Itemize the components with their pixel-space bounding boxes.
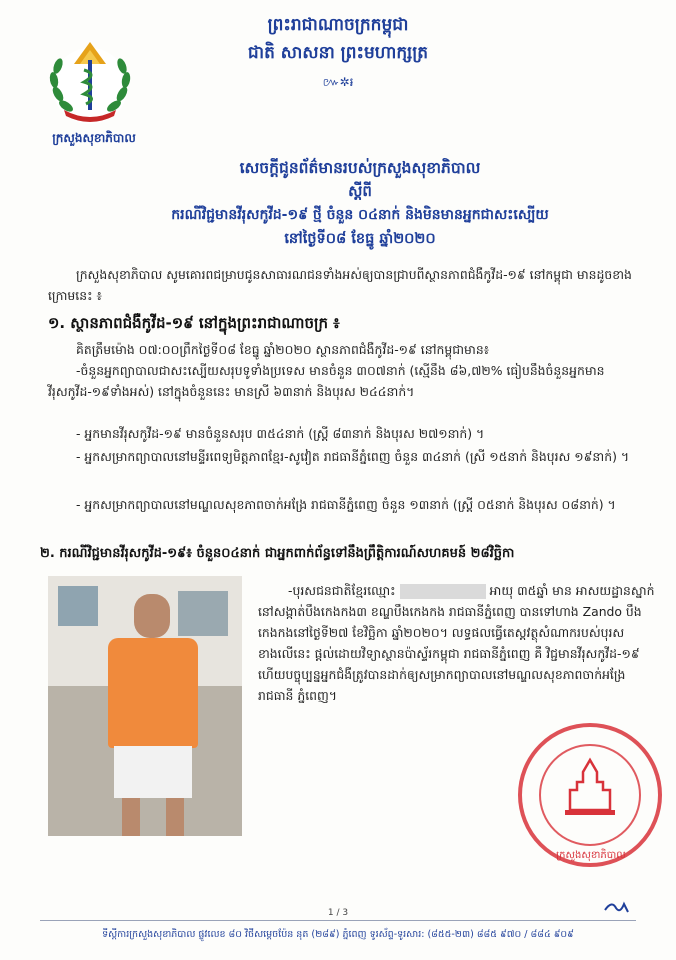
footer-divider — [40, 920, 636, 921]
ministry-name: ក្រសួងសុខាភិបាល — [52, 131, 136, 145]
case-text-c: អាសយដ្ឋានស្នាក់នៅសង្កាត់បឹងកេងកង៣ ខណ្ឌបឹងកេងកង រាជធានីភ្នំពេញ បានទៅហាង Zando បឹងកេងកងនៅថ្ងៃទី២៧ ខែវិច្ឆិកា ឆ្នាំ២០២០។ លទ្ធផលធ្វើតេស្តវត្ថុសំណាករបស់បុរសខាងលើនេះ ផ្តល់ដោយវិទ្យាស្ថានប៉ាស្ទ័រកម្ពុជា រាជធានីភ្នំពេញ គឺ វិជ្ជមានវីរុសកូវីដ-១៩ ហើយបច្ចុប្បន្នអ្នកជំងឺត្រូវបានដាក់ឲ្យសម្រាកព្យាបាលនៅមណ្ឌលសុខភាពចាក់អង្រែ រាជធានី ភ្នំពេញ។ — [258, 583, 655, 703]
footer-address: ទីស្តីការក្រសួងសុខាភិបាល ផ្លូវលេខ ៨០ វិថីសម្តេចប៉ែន នុត (២៨៩) ភ្នំពេញ ទូរស័ព្ទ-ទូរសារ: (៨៥៥-២៣) ៨៨៥ ៩៧០ / ៨៨៤ ៩០៩ — [102, 929, 574, 940]
document-subject: ករណីវិជ្ជមានវីរុសកូវីដ-១៩ ថ្មី ចំនួន ០៤នាក់ និងមិនមានអ្នកជាសះស្បើយ — [171, 207, 549, 223]
case-text-b: អាយុ ៣៥ឆ្នាំ មាន — [489, 583, 572, 598]
section-1-heading: ១. ស្ថានភាពជំងឺកូវីដ-១៩ នៅក្នុងព្រះរាជាណាចក្រ ៖ — [48, 314, 340, 332]
header-ornament: ៚✲៛ — [322, 75, 354, 89]
stamp-text: ក្រសួងសុខាភិបាល — [556, 850, 626, 861]
orange-shirt — [108, 638, 198, 748]
page-number: 1 / 3 — [327, 908, 349, 918]
intro-paragraph: ក្រសួងសុខាភិបាល សូមគោរពជម្រាបជូនសាធារណជនទាំងអស់ឲ្យបានជ្រាបពីស្ថានភាពជំងឺកូវីដ-១៩ នៅកម្ពុជា មានដូចខាងក្រោមនេះ ៖ — [48, 267, 632, 303]
redacted-name — [400, 584, 486, 599]
document-title-about: ស្តីពី — [348, 182, 372, 200]
total-cases: - អ្នកមានវីរុសកូវីដ-១៩ មានចំនួនសរុប ៣៥៤នាក់ (ស្ត្រី ៨៣នាក់ និងបុរស ២៧១នាក់) ។ — [76, 426, 485, 441]
section-1-status: គិតត្រឹមម៉ោង ០៧:០០ព្រឹកថ្ងៃទី០៨ ខែធ្នូ ឆ្នាំ២០២០ ស្ថានភាពជំងឺកូវីដ-១៩ នៅកម្ពុជាមាន៖ — [76, 342, 490, 357]
section-2-heading: ២. ករណីវិជ្ជមានវីរុសកូវីដ-១៩៖ ចំនួន០៤នាក់ ជាអ្នកពាក់ព័ន្ធទៅនឹងព្រឹត្តិការណ៍សហគមន៍ ២៨វិច្ឆិកា — [40, 546, 515, 561]
white-shorts — [114, 746, 192, 798]
document-title: សេចក្តីជូនព័ត៌មានរបស់ក្រសួងសុខាភិបាល — [239, 159, 481, 177]
national-motto: ជាតិ សាសនា ព្រះមហាក្សត្រ — [247, 43, 429, 63]
blurred-face — [134, 594, 170, 638]
document-date: នៅថ្ងៃទី០៨ ខែធ្នូ ឆ្នាំ២០២០ — [284, 231, 436, 247]
recovered-count: -ចំនួនអ្នកព្យាបាលជាសះស្បើយសរុបទូទាំងប្រទេស មានចំនួន ៣០៧នាក់ (ស្មើនឹង ៨៦,៧២% ធៀបនឹងចំនួនអ្នកមានវីរុសកូវីដ-១៩ទាំងអស់) នៅក្នុងចំនួននេះ មានស្រី ៦៣នាក់ និងបុរស ២៤៤នាក់។ — [48, 363, 605, 399]
case-paragraph — [258, 580, 658, 706]
health-center-chak-angre: - អ្នកសម្រាកព្យាបាលនៅមណ្ឌលសុខភាពចាក់អង្រែ រាជធានីភ្នំពេញ ចំនួន ១៣នាក់ (ស្ត្រី ០៥នាក់ និងបុរស ០៨នាក់) ។ — [76, 497, 616, 512]
kingdom-title: ព្រះរាជាណាចក្រកម្ពុជា — [267, 15, 409, 35]
hospital-khmer-soviet: - អ្នកសម្រាកព្យាបាលនៅមន្ទីរពេទ្យមិត្តភាពខ្មែរ-សូវៀត រាជធានីភ្នំពេញ ចំនួន ៣៤នាក់ (ស្រី ១៥នាក់ និងបុរស ១៩នាក់) ។ — [76, 449, 630, 464]
case-text-a: -បុរសជនជាតិខ្មែរឈ្មោះ — [288, 583, 396, 598]
patient-photo — [48, 576, 242, 836]
